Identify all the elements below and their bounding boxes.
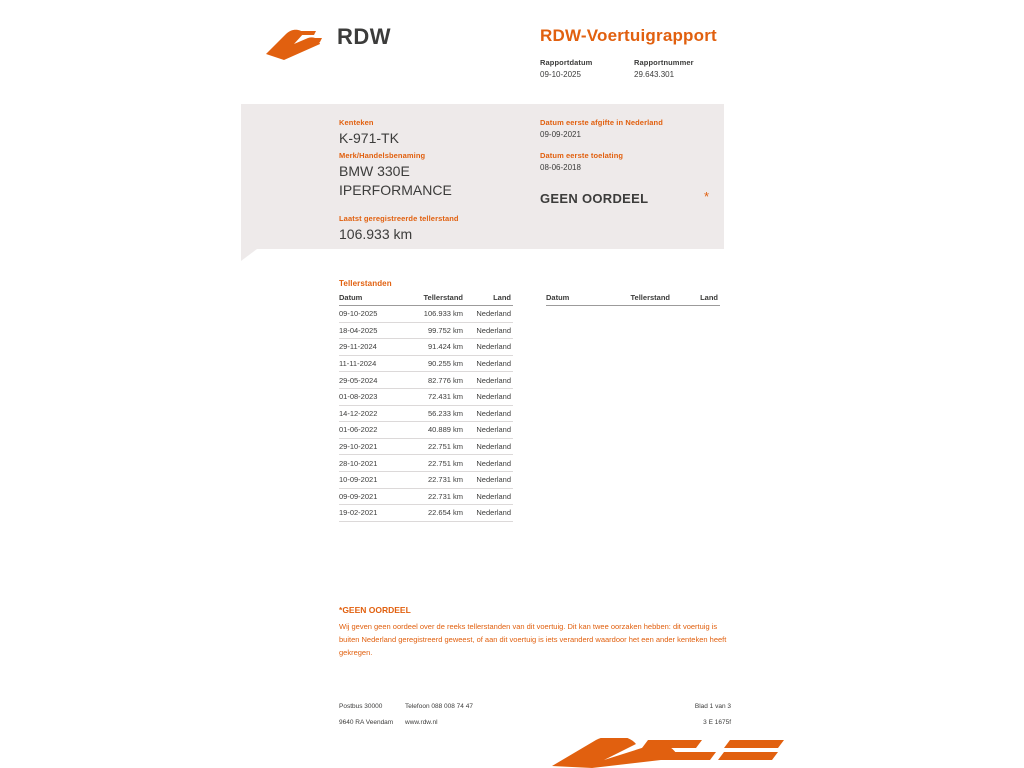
cell-land: Nederland xyxy=(463,438,513,455)
cell-land: Nederland xyxy=(463,322,513,339)
cell-tellerstand: 22.731 km xyxy=(405,471,463,488)
table-row xyxy=(339,372,513,389)
cell-datum: 10-09-2021 xyxy=(339,471,405,488)
table-row xyxy=(339,438,513,455)
cell-tellerstand: 90.255 km xyxy=(405,355,463,372)
footnote-heading xyxy=(339,605,729,615)
table-header-row-secondary xyxy=(546,293,720,306)
col-land-secondary: Land xyxy=(670,293,720,306)
table-row xyxy=(339,505,513,522)
col-tellerstand-secondary: Tellerstand xyxy=(612,293,670,306)
meta-rapportdatum-value: 09-10-2025 xyxy=(540,70,581,79)
cell-tellerstand: 72.431 km xyxy=(405,388,463,405)
table-row xyxy=(339,355,513,372)
table-row xyxy=(339,388,513,405)
cell-datum: 14-12-2022 xyxy=(339,405,405,422)
table-row xyxy=(339,422,513,439)
cell-datum: 29-11-2024 xyxy=(339,339,405,356)
cell-land: Nederland xyxy=(463,471,513,488)
footer-telefoon: Telefoon 088 008 74 47 xyxy=(405,703,473,710)
cell-tellerstand: 82.776 km xyxy=(405,372,463,389)
table-row xyxy=(339,471,513,488)
kenteken-label: Kenteken xyxy=(339,118,374,127)
col-land: Land xyxy=(463,293,513,306)
cell-land: Nederland xyxy=(463,372,513,389)
verdict-text: GEEN OORDEEL xyxy=(540,191,649,206)
cell-datum: 09-10-2025 xyxy=(339,306,405,323)
report-meta xyxy=(540,58,704,79)
table-header-row xyxy=(339,293,513,306)
vehicle-summary-panel xyxy=(241,104,724,249)
kenteken-value: K-971-TK xyxy=(339,130,399,146)
meta-rapportnummer xyxy=(634,58,704,79)
rdw-wordmark: RDW xyxy=(337,24,392,49)
footer-rdw-logo-icon xyxy=(552,738,788,768)
cell-tellerstand: 99.752 km xyxy=(405,322,463,339)
laatste-tellerstand-label: Laatst geregistreerde tellerstand xyxy=(339,214,459,223)
cell-tellerstand: 22.751 km xyxy=(405,438,463,455)
footer-postbus: Postbus 30000 xyxy=(339,703,383,710)
cell-datum: 18-04-2025 xyxy=(339,322,405,339)
cell-tellerstand: 56.233 km xyxy=(405,405,463,422)
cell-tellerstand: 106.933 km xyxy=(405,306,463,323)
cell-tellerstand: 91.424 km xyxy=(405,339,463,356)
cell-land: Nederland xyxy=(463,405,513,422)
footer-code: 3 E 1675f xyxy=(703,719,731,726)
footnote-block xyxy=(339,605,729,659)
cell-tellerstand: 22.751 km xyxy=(405,455,463,472)
tellerstanden-title: Tellerstanden xyxy=(339,279,392,288)
merk-block xyxy=(339,151,499,200)
footer-blad: Blad 1 van 3 xyxy=(694,703,731,710)
eerste-toelating-value: 08-06-2018 xyxy=(540,163,581,172)
page-footer xyxy=(339,703,731,735)
footer-plaats: 9640 RA Veendam xyxy=(339,719,394,726)
cell-datum: 28-10-2021 xyxy=(339,455,405,472)
col-datum-secondary: Datum xyxy=(546,293,612,306)
col-datum: Datum xyxy=(339,293,405,306)
footer-website[interactable]: www.rdw.nl xyxy=(405,719,438,726)
laatste-tellerstand-value: 106.933 km xyxy=(339,226,413,242)
merk-value: BMW 330E IPERFORMANCE xyxy=(339,163,452,198)
cell-datum: 01-06-2022 xyxy=(339,422,405,439)
cell-land: Nederland xyxy=(463,339,513,356)
table-row xyxy=(339,339,513,356)
cell-land: Nederland xyxy=(463,455,513,472)
cell-land: Nederland xyxy=(463,306,513,323)
tellerstanden-section xyxy=(339,279,729,522)
report-title: RDW-Voertuigrapport xyxy=(540,26,717,45)
cell-tellerstand: 22.731 km xyxy=(405,488,463,505)
footnote-heading-text: GEEN OORDEEL xyxy=(342,605,411,615)
kenteken-block xyxy=(339,118,399,148)
table-row xyxy=(339,322,513,339)
panel-notch-decoration xyxy=(241,249,257,261)
tellerstanden-table-secondary xyxy=(546,293,720,522)
rdw-logo-icon xyxy=(264,28,324,62)
footnote-body: Wij geven geen oordeel over de reeks tellerstanden van dit voertuig. Dit kan twee oorzaken hebben: dit voertuig is buiten Nederland geregistreerd geweest, of aan dit voertuig is iets veranderd waardoor het een ander kenteken heeft gekregen. xyxy=(339,622,727,657)
meta-rapportdatum-label: Rapportdatum xyxy=(540,58,593,67)
cell-datum: 29-10-2021 xyxy=(339,438,405,455)
footnote-marker: * xyxy=(339,605,343,615)
cell-land: Nederland xyxy=(463,355,513,372)
meta-rapportdatum xyxy=(540,58,610,79)
laatste-tellerstand-block xyxy=(339,214,459,244)
merk-label: Merk/Handelsbenaming xyxy=(339,151,426,160)
cell-land: Nederland xyxy=(463,388,513,405)
verdict-footnote-marker: * xyxy=(704,189,710,204)
cell-datum: 11-11-2024 xyxy=(339,355,405,372)
eerste-afgifte-value: 09-09-2021 xyxy=(540,130,581,139)
table-row xyxy=(339,405,513,422)
meta-rapportnummer-label: Rapportnummer xyxy=(634,58,694,67)
meta-rapportnummer-value: 29.643.301 xyxy=(634,70,675,79)
eerste-afgifte-block xyxy=(540,118,663,139)
table-row xyxy=(339,455,513,472)
eerste-afgifte-label: Datum eerste afgifte in Nederland xyxy=(540,118,663,127)
eerste-toelating-block xyxy=(540,151,623,172)
cell-datum: 19-02-2021 xyxy=(339,505,405,522)
table-row xyxy=(339,306,513,323)
table-row xyxy=(339,488,513,505)
tellerstanden-table xyxy=(339,293,513,522)
eerste-toelating-label: Datum eerste toelating xyxy=(540,151,624,160)
cell-land: Nederland xyxy=(463,505,513,522)
cell-datum: 29-05-2024 xyxy=(339,372,405,389)
col-tellerstand: Tellerstand xyxy=(405,293,463,306)
cell-datum: 01-08-2023 xyxy=(339,388,405,405)
cell-land: Nederland xyxy=(463,422,513,439)
cell-land: Nederland xyxy=(463,488,513,505)
cell-tellerstand: 22.654 km xyxy=(405,505,463,522)
cell-datum: 09-09-2021 xyxy=(339,488,405,505)
cell-tellerstand: 40.889 km xyxy=(405,422,463,439)
